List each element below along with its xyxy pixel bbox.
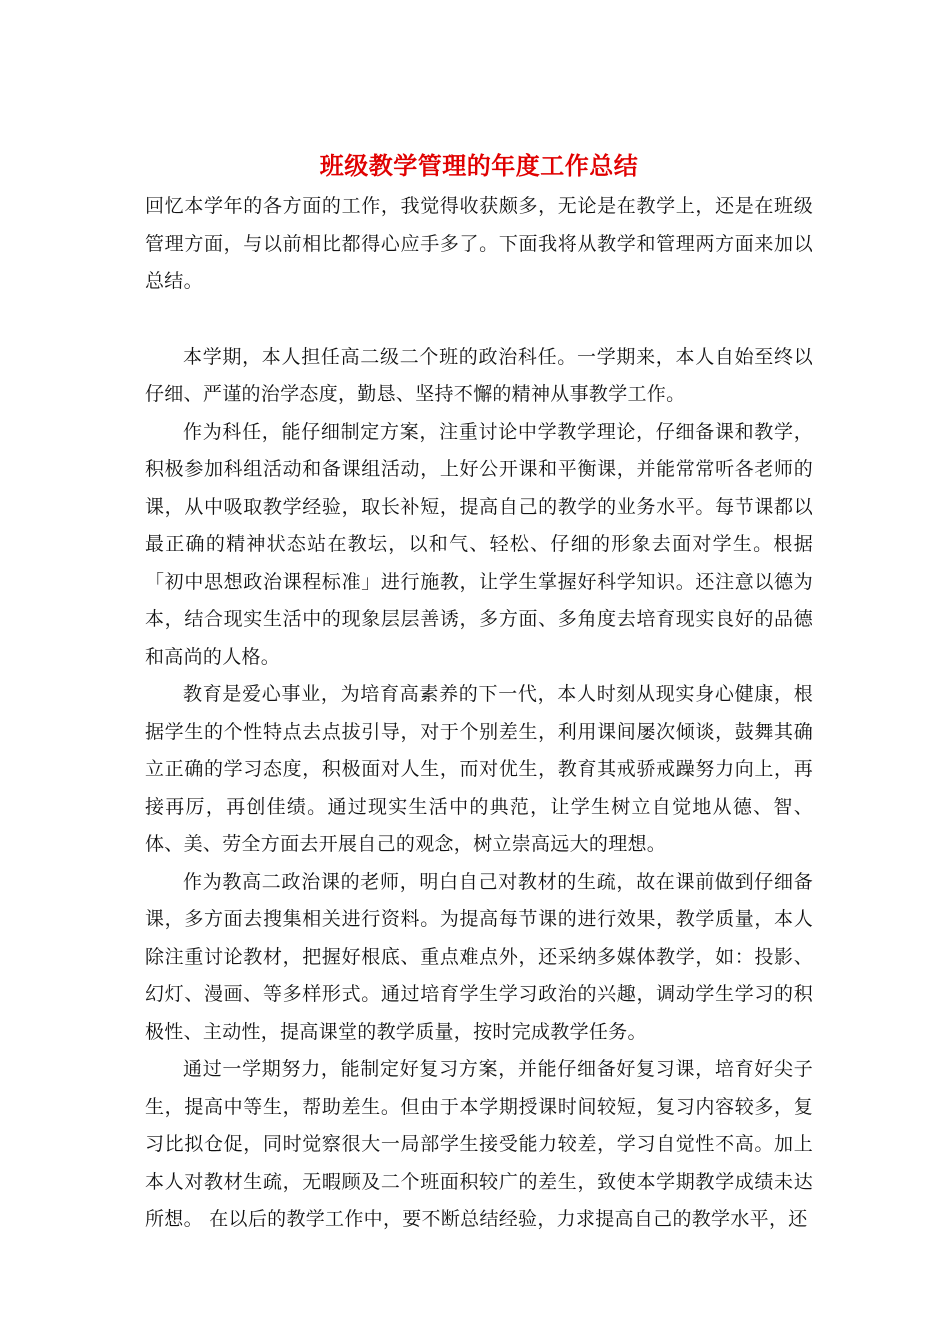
paragraph-gap xyxy=(145,301,813,339)
body-paragraph-3: 教育是爱心事业，为培育高素养的下一代，本人时刻从现实身心健康，根据学生的个性特点去点拔引导，对于个别差生，利用课间屡次倾谈，鼓舞其确立正确的学习态度，积极面对人生，而对优生，教育其戒骄戒躁努力向上，再接再厉，再创佳绩。通过现实生活中的典范，让学生树立自觉地从德、智、体、美、劳全方面去开展自己的观念，树立崇高远大的理想。 xyxy=(145,683,813,855)
body-paragraph-1: 本学期，本人担任高二级二个班的政治科任。一学期来，本人自始至终以仔细、严谨的治学态度，勤恳、坚持不懈的精神从事教学工作。 xyxy=(145,345,813,405)
body-paragraph-4: 作为教高二政治课的老师，明白自己对教材的生疏，故在课前做到仔细备课，多方面去搜集相关进行资料。为提高每节课的进行效果，教学质量，本人除注重讨论教材，把握好根底、重点难点外，还采纳多媒体教学，如：投影、幻灯、漫画、等多样形式。通过培育学生学习政治的兴趣，调动学生学习的积极性、主动性，提高课堂的教学质量，按时完成教学任务。 xyxy=(145,870,813,1043)
intro-paragraph: 回忆本学年的各方面的工作，我觉得收获颇多，无论是在教学上，还是在班级管理方面，与以前相比都得心应手多了。下面我将从教学和管理两方面来加以总结。 xyxy=(145,195,813,292)
document-page xyxy=(145,148,813,1239)
document-title: 班级教学管理的年度工作总结 xyxy=(319,151,639,180)
body-paragraph-2: 作为科任，能仔细制定方案，注重讨论中学教学理论，仔细备课和教学，积极参加科组活动和备课组活动，上好公开课和平衡课，并能常常听各老师的课，从中吸取教学经验，取长补短，提高自己的教学的业务水平。每节课都以最正确的精神状态站在教坛，以和气、轻松、仔细的形象去面对学生。根据「初中思想政治课程标准」进行施教，让学生掌握好科学知识。还注意以德为本，结合现实生活中的现象层层善诱，多方面、多角度去培育现实良好的品德和高尚的人格。 xyxy=(145,420,813,668)
body-paragraph-5: 通过一学期努力，能制定好复习方案，并能仔细备好复习课，培育好尖子生，提高中等生，帮助差生。但由于本学期授课时间较短，复习内容较多，复习比拟仓促，同时觉察很大一局部学生接受能力较差，学习自觉性不高。加上本人对教材生疏，无暇顾及二个班面积较广的差生，致使本学期教学成绩未达所想。 在以后的教学工作中，要不断总结经验，力求提高自己的教学水平，还 xyxy=(145,1058,813,1230)
